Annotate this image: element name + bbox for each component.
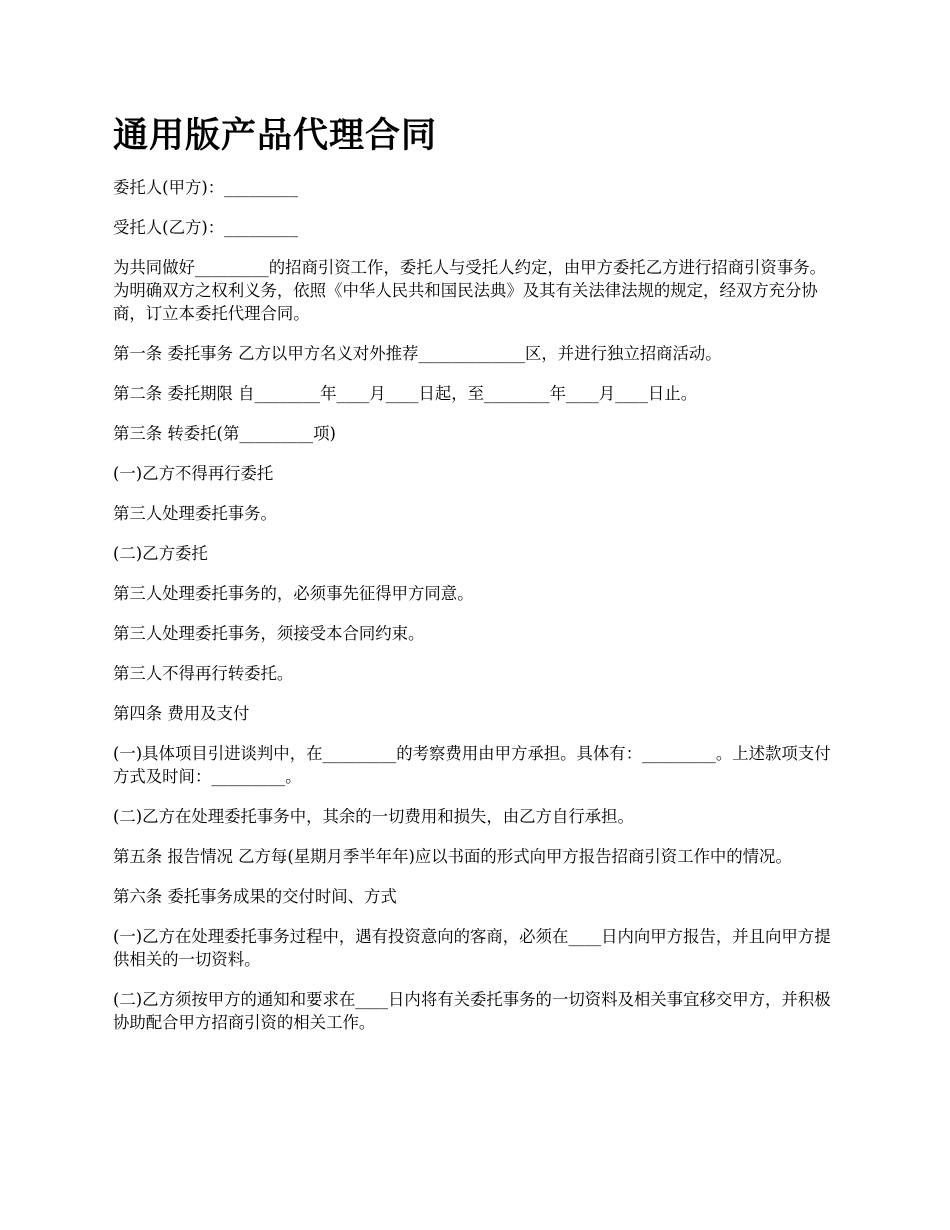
article-5-paragraph: 第五条 报告情况 乙方每(星期月季半年年)应以书面的形式向甲方报告招商引资工作中的情况。 (113, 847, 792, 866)
article-2-paragraph: 第二条 委托期限 自________年____月____日起，至________年____月____日止。 (113, 384, 698, 403)
article-6-heading: 第六条 委托事务成果的交付时间、方式 (113, 887, 397, 906)
article-3-item-2-text-3: 第三人不得再行转委托。 (113, 664, 294, 683)
article-3-item-2-text-2: 第三人处理委托事务，须接受本合同约束。 (113, 624, 425, 643)
article-3-item-2: (二)乙方委托 (113, 544, 208, 563)
article-6-item-1: (一)乙方在处理委托事务过程中，遇有投资意向的客商，必须在____日内向甲方报告，并且向甲方提供相关的一切资料。 (113, 927, 831, 969)
document-body (113, 176, 841, 1051)
party-b-line: 受托人(乙方)：_________ (113, 218, 298, 237)
article-1-paragraph: 第一条 委托事务 乙方以甲方名义对外推荐_____________区，并进行独立招商活动。 (113, 344, 722, 363)
article-4-item-2: (二)乙方在处理委托事务中，其余的一切费用和损失，由乙方自行承担。 (113, 807, 634, 826)
document-title: 通用版产品代理合同 (113, 115, 438, 156)
article-3-item-2-text-1: 第三人处理委托事务的，必须事先征得甲方同意。 (113, 584, 474, 603)
article-6-item-2: (二)乙方须按甲方的通知和要求在____日内将有关委托事务的一切资料及相关事宜移交甲方，并积极协助配合甲方招商引资的相关工作。 (113, 990, 831, 1032)
article-4-heading: 第四条 费用及支付 (113, 704, 250, 723)
article-3-item-1: (一)乙方不得再行委托 (113, 464, 274, 483)
preamble-paragraph: 为共同做好_________的招商引资工作，委托人与受托人约定，由甲方委托乙方进行招商引资事务。为明确双方之权利义务，依照《中华人民共和国民法典》及其有关法律法规的规定，经双方充分协商，订立本委托代理合同。 (113, 258, 826, 323)
party-a-line: 委托人(甲方)：_________ (113, 178, 298, 197)
article-4-item-1: (一)具体项目引进谈判中，在_________的考察费用由甲方承担。具体有：_________。上述款项支付方式及时间：_________。 (113, 744, 831, 786)
article-3-item-1-text: 第三人处理委托事务。 (113, 504, 277, 523)
article-3-heading: 第三条 转委托(第_________项) (113, 424, 336, 443)
